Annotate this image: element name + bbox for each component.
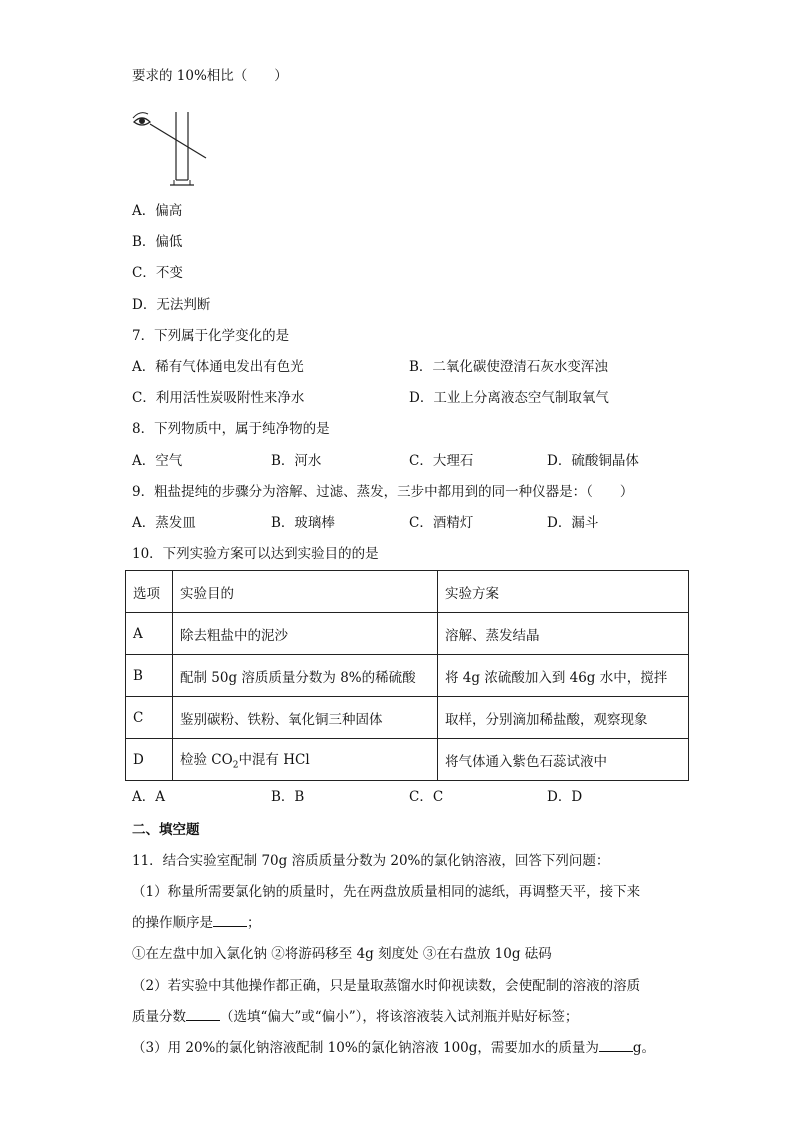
text: g。 <box>632 1040 656 1056</box>
q6-option-b: B．偏低 <box>132 234 183 250</box>
q11-part2-line2 <box>132 1008 578 1026</box>
table-cell: D <box>126 739 173 781</box>
table-cell: 溶解、蒸发结晶 <box>438 613 689 655</box>
q7-option-a: A．稀有气体通电发出有色光 <box>132 359 304 375</box>
table-cell: 将 4g 浓硫酸加入到 46g 水中，搅拌 <box>438 655 689 697</box>
q9-option-d: D．漏斗 <box>547 515 599 531</box>
sight-line <box>150 124 206 158</box>
q10-option-d: D．D <box>547 789 583 805</box>
table-cell <box>173 739 438 781</box>
q6-option-a: A．偏高 <box>132 203 183 219</box>
answer-blank <box>599 1039 633 1052</box>
q11-part1-line1: （1）称量所需要氯化钠的质量时，先在两盘放质量相同的滤纸，再调整天平，接下来 <box>132 884 641 900</box>
answer-blank <box>186 1008 220 1021</box>
q8-option-d: D．硫酸铜晶体 <box>547 453 639 469</box>
q6-stem-tail: 要求的 10%相比（ ） <box>132 68 288 84</box>
experiment-table <box>125 570 689 781</box>
table-header-cell: 选项 <box>126 571 173 613</box>
q10-option-b: B．B <box>271 789 305 805</box>
q7-option-c: C．利用活性炭吸附性来净水 <box>132 390 305 406</box>
q7-option-d: D．工业上分离液态空气制取氧气 <box>409 390 609 406</box>
q7-option-b: B．二氧化碳使澄清石灰水变浑浊 <box>409 359 608 375</box>
text: 的操作顺序是 <box>132 915 213 931</box>
table-header-cell: 实验方案 <box>438 571 689 613</box>
q8-option-b: B．河水 <box>271 453 322 469</box>
table-cell: C <box>126 697 173 739</box>
q6-option-c: C．不变 <box>132 265 183 281</box>
q8-option-a: A．空气 <box>132 453 183 469</box>
table-cell: 取样，分别滴加稀盐酸，观察现象 <box>438 697 689 739</box>
table-header-row <box>126 571 689 613</box>
table-cell: 鉴别碳粉、铁粉、氧化铜三种固体 <box>173 697 438 739</box>
text: ； <box>247 915 261 931</box>
q6-option-d: D．无法判断 <box>132 297 211 313</box>
eye-icon <box>133 113 150 125</box>
text: 质量分数 <box>132 1009 186 1025</box>
section-title: 二、填空题 <box>132 822 200 838</box>
q9-option-c: C．酒精灯 <box>409 515 474 531</box>
q11-part2-line1: （2）若实验中其他操作都正确，只是量取蒸馏水时仰视读数，会使配制的溶液的溶质 <box>132 978 641 994</box>
graduated-cylinder-figure <box>128 108 210 190</box>
table-cell: 将气体通入紫色石蕊试液中 <box>438 739 689 781</box>
table-row <box>126 613 689 655</box>
table-row <box>126 655 689 697</box>
q10-option-a: A．A <box>132 789 165 805</box>
q9-stem: 9．粗盐提纯的步骤分为溶解、过滤、蒸发，三步中都用到的同一种仪器是：（ ） <box>132 484 634 500</box>
table-row <box>126 739 689 781</box>
q8-stem: 8．下列物质中，属于纯净物的是 <box>132 421 330 437</box>
table-row <box>126 697 689 739</box>
purpose-text: 检验 CO <box>180 752 233 769</box>
purpose-text: 中混有 HCl <box>238 752 310 769</box>
table-header-cell: 实验目的 <box>173 571 438 613</box>
table-cell: 除去粗盐中的泥沙 <box>173 613 438 655</box>
q7-stem: 7．下列属于化学变化的是 <box>132 328 290 344</box>
q11-part1-steps: ①在左盘中加入氯化钠 ②将游码移至 4g 刻度处 ③在右盘放 10g 砝码 <box>132 946 552 962</box>
q11-stem: 11．结合实验室配制 70g 溶质质量分数为 20%的氯化钠溶液，回答下列问题： <box>132 853 610 869</box>
answer-blank <box>213 914 247 927</box>
q11-part3 <box>132 1039 655 1057</box>
text: （选填“偏大”或“偏小”），将该溶液装入试剂瓶并贴好标签； <box>220 1009 579 1025</box>
table-cell: B <box>126 655 173 697</box>
q10-option-c: C．C <box>409 789 444 805</box>
q8-option-c: C．大理石 <box>409 453 474 469</box>
text: （3）用 20%的氯化钠溶液配制 10%的氯化钠溶液 100g，需要加水的质量为 <box>132 1040 599 1056</box>
q10-stem: 10．下列实验方案可以达到实验目的的是 <box>132 546 379 562</box>
subscript: 2 <box>232 760 239 771</box>
q11-part1-line2 <box>132 914 261 932</box>
table-cell: A <box>126 613 173 655</box>
q9-option-a: A．蒸发皿 <box>132 515 196 531</box>
q9-option-b: B．玻璃棒 <box>271 515 335 531</box>
table-cell: 配制 50g 溶质质量分数为 8%的稀硫酸 <box>173 655 438 697</box>
